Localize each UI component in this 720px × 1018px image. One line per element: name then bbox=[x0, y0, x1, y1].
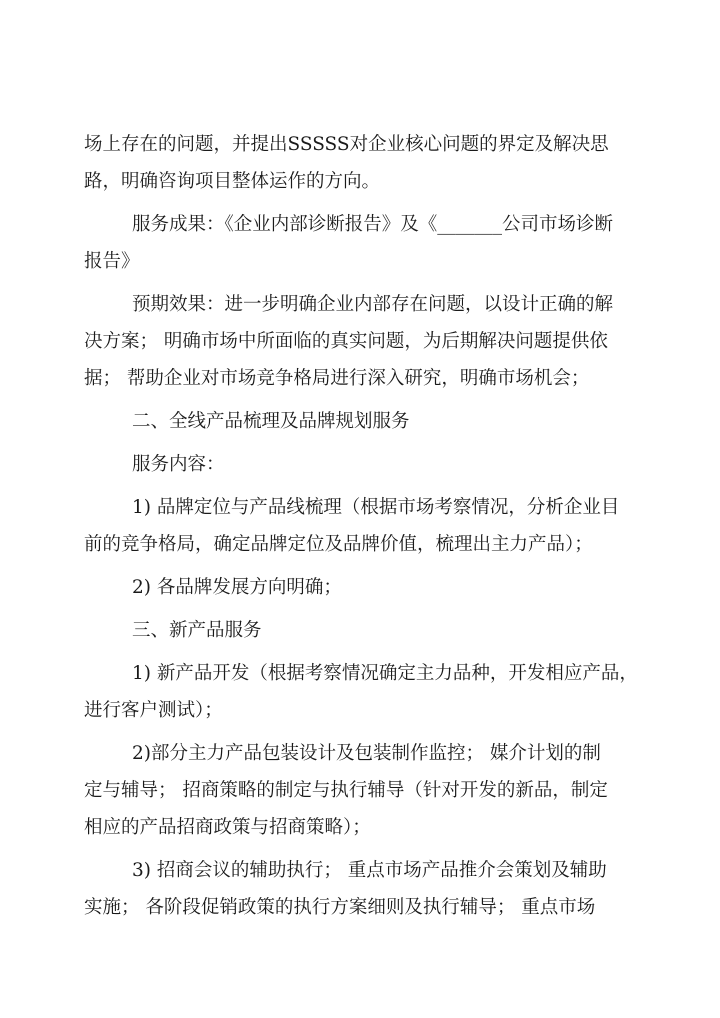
text-line: 据； 帮助企业对市场竞争格局进行深入研究，明确市场机会； bbox=[84, 368, 590, 389]
text-line: 路，明确咨询项目整体运作的方向。 bbox=[84, 171, 381, 192]
list-item: 1) 新产品开发（根据考察情况确定主力品种，开发相应产品， bbox=[132, 663, 638, 684]
list-item: 2) 各品牌发展方向明确； bbox=[132, 577, 342, 598]
list-item: 3) 招商会议的辅助执行； 重点市场产品推介会策划及辅助 bbox=[132, 860, 607, 881]
text-line: 预期效果：进一步明确企业内部存在问题，以设计正确的解 bbox=[132, 294, 614, 315]
list-item: 2)部分主力产品包装设计及包装制作监控； 媒介计划的制 bbox=[132, 743, 601, 764]
text-line: 相应的产品招商政策与招商策略）； bbox=[84, 817, 371, 838]
section-heading: 二、全线产品梳理及品牌规划服务 bbox=[132, 411, 410, 432]
document-body bbox=[84, 126, 644, 926]
text-line: 进行客户测试）； bbox=[84, 700, 223, 721]
text-line: 定与辅导； 招商策略的制定与执行辅导（针对开发的新品，制定 bbox=[84, 780, 608, 801]
list-item: 1) 品牌定位与产品线梳理（根据市场考察情况，分析企业目 bbox=[132, 497, 620, 518]
text-line: 决方案； 明确市场中所面临的真实问题，为后期解决问题提供依 bbox=[84, 331, 608, 352]
text-line: 前的竞争格局，确定品牌定位及品牌价值，梳理出主力产品）； bbox=[84, 534, 593, 555]
text-line: 报告》 bbox=[84, 251, 140, 272]
text-line: 实施； 各阶段促销政策的执行方案细则及执行辅导； 重点市场 bbox=[84, 897, 596, 918]
text-line: 服务成果：《企业内部诊断报告》及《_______公司市场诊断 bbox=[132, 214, 614, 235]
text-line: 场上存在的问题，并提出SSSSS对企业核心问题的界定及解决思 bbox=[84, 134, 609, 155]
text-line: 服务内容： bbox=[132, 454, 225, 475]
section-heading: 三、新产品服务 bbox=[132, 620, 262, 641]
